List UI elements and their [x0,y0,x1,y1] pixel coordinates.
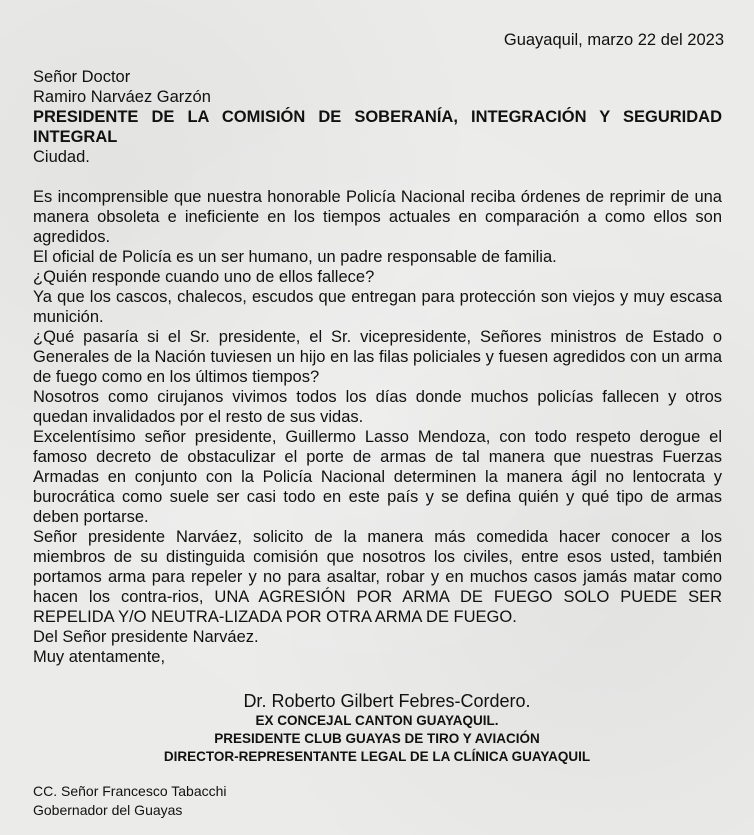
recipient-city: Ciudad. [33,148,90,166]
cc-line: Gobernador del Guayas [33,802,183,818]
paragraph: ¿Quién responde cuando uno de ellos fallece? [33,268,375,286]
letter-body [33,67,722,667]
recipient-title: PRESIDENTE DE LA COMISIÓN DE SOBERANÍA, INTEGRACIÓN Y SEGURIDAD INTEGRAL [33,108,722,146]
salutation: Señor Doctor [33,68,131,86]
paragraph: Del Señor presidente Narváez. [33,628,259,646]
spacer [33,167,722,187]
paragraph: Señor presidente Narváez, solicito de la manera más comedida hacer conocer a los miembros de su distinguida comisión que nosotros los civiles, entre esos usted, también portamos arma para repeler y no para asaltar, robar y en muchos casos jamás matar como hacen los contra-rios, UNA AGRESIÓN POR ARMA DE FUEGO SOLO PUEDE SER REPELIDA Y/O NEUTRA-LIZADA POR OTRA ARMA DE FUEGO. [33,528,722,626]
signature-role: EX CONCEJAL CANTON GUAYAQUIL. [255,713,499,728]
cc-line: CC. Señor Francesco Tabacchi [33,783,227,799]
paragraph: Es incomprensible que nuestra honorable Policía Nacional reciba órdenes de reprimir de una manera obsoleta e ineficiente en los tiempos actuales en comparación a como ellos son agredidos. [33,188,722,246]
cc-block [33,782,227,820]
paragraph: ¿Qué pasaría si el Sr. presidente, el Sr. vicepresidente, Señores ministros de Estado o Generales de la Nación tuviesen un hijo en las filas policiales y fuesen agredidos con un arma de fuego como en los últimos tiempos? [33,328,722,386]
recipient-name: Ramiro Narváez Garzón [33,88,211,106]
signature-role: DIRECTOR-REPRESENTANTE LEGAL DE LA CLÍNICA GUAYAQUIL [163,749,591,764]
paragraph: Ya que los cascos, chalecos, escudos que entregan para protección son viejos y muy escasa munición. [33,288,722,326]
letter-date: Guayaquil, marzo 22 del 2023 [503,31,724,49]
paragraph: El oficial de Policía es un ser humano, un padre responsable de familia. [33,248,557,266]
signature-role: PRESIDENTE CLUB GUAYAS DE TIRO Y AVIACIÓN [214,731,540,746]
paragraph: Excelentísimo señor presidente, Guillermo Lasso Mendoza, con todo respeto derogue el famoso decreto de obstaculizar el porte de armas de tal manera que nuestras Fuerzas Armadas en conjunto con la Policía Nacional determinen la manera ágil no lentocrata y burocrática como suele ser casi todo en este país y se defina quién y qué tipo de armas deben portarse. [33,428,722,526]
paragraph: Nosotros como cirujanos vivimos todos los días donde muchos policías fallecen y otros quedan invalidados por el resto de sus vidas. [33,388,722,426]
signature-name: Dr. Roberto Gilbert Febres-Cordero. [243,691,531,711]
signature-block [0,690,754,766]
closing: Muy atentamente, [33,648,166,666]
